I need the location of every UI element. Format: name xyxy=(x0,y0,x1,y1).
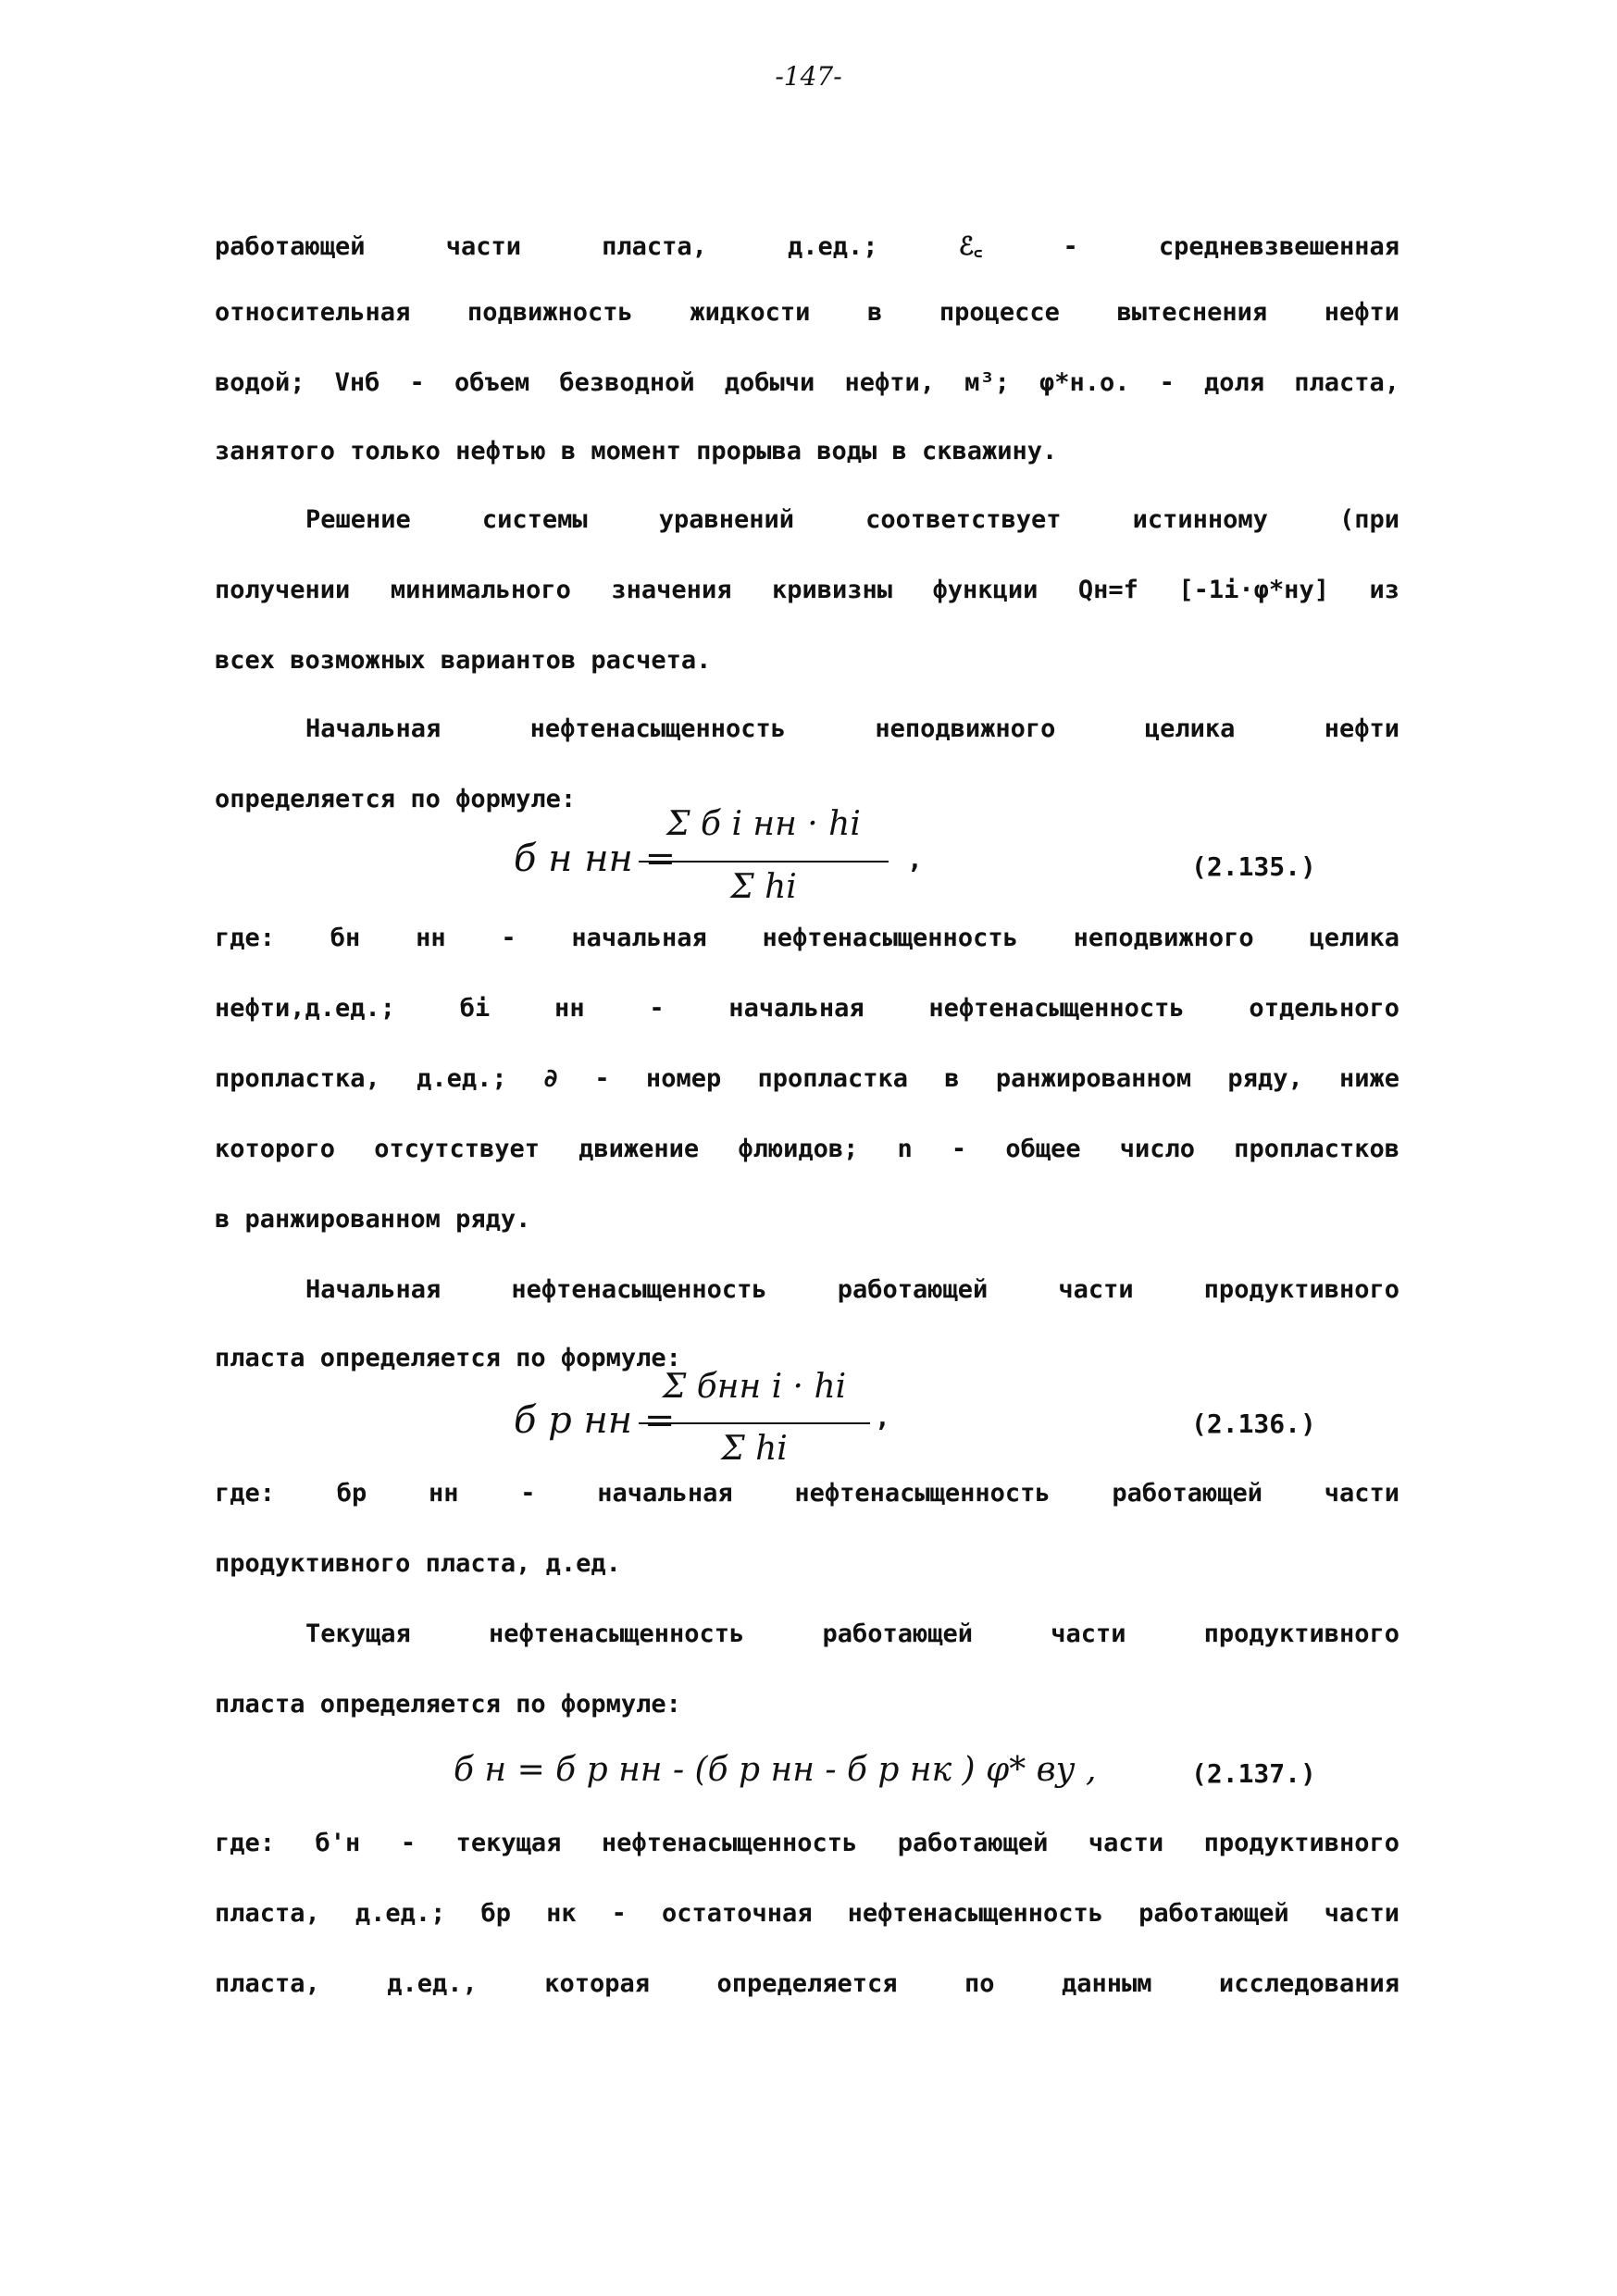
text-line-9: определяется по формуле: xyxy=(215,785,577,813)
text-line-15: Начальная нефтенасыщенность работающей части продуктивного xyxy=(305,1275,1399,1304)
text-line-11: нефти,д.ед.; бi нн - начальная нефтенасыщенность отдельного xyxy=(215,994,1399,1023)
eq137-expression: б н = б р нн - (б р нн - б р нк ) φ* ву , xyxy=(454,1751,1097,1789)
eq136-number: (2.136.) xyxy=(1191,1409,1316,1439)
text-line-8: Начальная нефтенасыщенность неподвижного целика нефти xyxy=(305,714,1399,743)
text-line-17: где: бр нн - начальная нефтенасыщенность работающей части xyxy=(215,1479,1399,1508)
eq135-fraction-bar xyxy=(639,861,889,863)
eq135-lhs: б н нн = xyxy=(514,838,677,880)
text-line-22: пласта, д.ед.; бр нк - остаточная нефтенасыщенность работающей части xyxy=(215,1899,1399,1928)
eq135-denominator: Σ hi xyxy=(730,868,797,906)
eq136-lhs: б р нн = xyxy=(514,1399,676,1442)
text-line-23: пласта, д.ед., которая определяется по данным исследования xyxy=(215,1969,1399,1998)
text-line-7: всех возможных вариантов расчета. xyxy=(215,646,712,675)
eq136-comma: , xyxy=(875,1402,890,1433)
text-line-3: водой; Vнб - объем безводной добычи нефти, м³; φ*н.о. - доля пласта, xyxy=(215,368,1399,397)
eq136-denominator: Σ hi xyxy=(721,1430,788,1468)
text-line-1: работающей части пласта, д.ед.; ℰ꜀ - средневзвешенная xyxy=(215,232,1399,261)
eq135-numerator: Σ б i нн · hi xyxy=(666,805,861,843)
text-line-13: которого отсутствует движение флюидов; n - общее число пропластков xyxy=(215,1135,1399,1163)
text-line-10: где: бн нн - начальная нефтенасыщенность неподвижного целика xyxy=(215,924,1399,952)
text-line-21: где: б'н - текущая нефтенасыщенность работающей части продуктивного xyxy=(215,1829,1399,1857)
eq137-number: (2.137.) xyxy=(1191,1758,1316,1789)
text-line-18: продуктивного пласта, д.ед. xyxy=(215,1549,621,1578)
text-line-12: пропластка, д.ед.; ∂ - номер пропластка в ранжированном ряду, ниже xyxy=(215,1064,1399,1093)
eq135-comma: , xyxy=(907,844,923,875)
text-line-14: в ранжированном ряду. xyxy=(215,1205,531,1234)
text-line-16: пласта определяется по формуле: xyxy=(215,1344,681,1372)
eq136-fraction-bar xyxy=(639,1422,870,1424)
text-line-4: занятого только нефтью в момент прорыва воды в скважину. xyxy=(215,437,1058,465)
text-line-6: получении минимального значения кривизны функции Qн=f [-1i·φ*ну] из xyxy=(215,576,1399,604)
eq136-numerator: Σ бнн i · hi xyxy=(662,1368,847,1406)
text-line-5: Решение системы уравнений соответствует истинному (при xyxy=(305,505,1399,534)
text-line-19: Текущая нефтенасыщенность работающей части продуктивного xyxy=(305,1620,1399,1648)
text-line-2: относительная подвижность жидкости в процессе вытеснения нефти xyxy=(215,298,1399,327)
text-line-20: пласта определяется по формуле: xyxy=(215,1690,681,1719)
eq135-number: (2.135.) xyxy=(1191,851,1316,882)
page-number: -147- xyxy=(775,61,842,92)
